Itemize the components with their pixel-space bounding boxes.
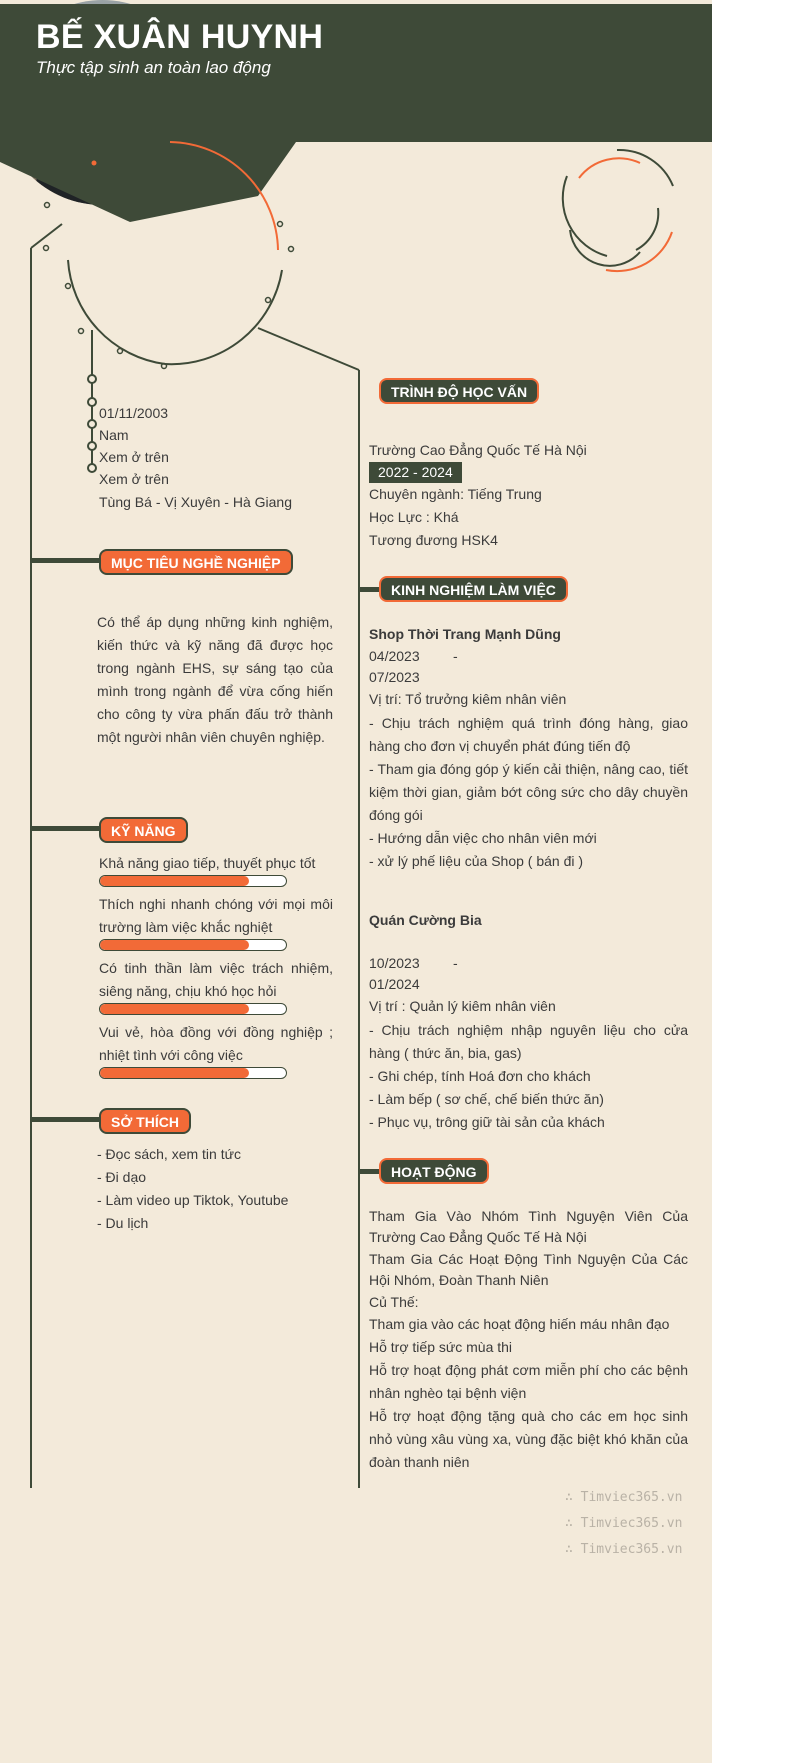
job-date-dash: - [453, 955, 458, 971]
skill-label: Có tinh thần làm việc trách nhiệm, siêng năng, chịu khó học hỏi [99, 960, 333, 999]
job-position: Vị trí: Tổ trưởng kiêm nhân viên [369, 691, 567, 707]
skill-label: Vui vẻ, hòa đồng với đồng nghiệp ; nhiệt tình với công việc [99, 1024, 333, 1063]
activity-line: Củ Thế: [369, 1294, 419, 1310]
education-grade: Học Lực : Khá [369, 509, 459, 525]
job-date-dash: - [453, 648, 458, 664]
job-start: 10/2023 [369, 955, 420, 971]
job-duty: - Ghi chép, tính Hoá đơn cho khách [369, 1068, 591, 1084]
skills-heading: KỸ NĂNG [99, 817, 188, 843]
watermark: ∴ Timviec365.vn [565, 1490, 683, 1505]
hobby-item: - Đi dạo [97, 1169, 147, 1185]
education-heading: TRÌNH ĐỘ HỌC VẤN [379, 378, 539, 404]
job-company: Quán Cường Bia [369, 912, 482, 928]
skill-bar [99, 1003, 287, 1015]
skill-fill [100, 940, 249, 950]
job-duty: - Phục vụ, trông giữ tài sản của khách [369, 1114, 605, 1130]
job-duty: - Tham gia đóng góp ý kiến cải thiện, nâng cao, tiết kiệm thời gian, giảm bớt công sức cho dây chuyền đóng gói [369, 761, 688, 823]
job-start: 04/2023 [369, 648, 420, 664]
activity-line: Tham Gia Các Hoạt Động Tình Nguyện Của Các Hội Nhóm, Đoàn Thanh Niên [369, 1251, 688, 1288]
skill-label: Thích nghi nhanh chóng với mọi môi trường làm việc khắc nghiệt [99, 896, 333, 935]
experience-heading: KINH NGHIỆM LÀM VIỆC [379, 576, 568, 602]
job-title: Thực tập sinh an toàn lao động [36, 58, 271, 77]
watermark: ∴ Timviec365.vn [565, 1542, 683, 1557]
skill-fill [100, 876, 249, 886]
job-duty: - Làm bếp ( sơ chế, chế biến thức ăn) [369, 1091, 604, 1107]
education-major: Chuyên ngành: Tiếng Trung [369, 486, 542, 502]
job-end: 01/2024 [369, 976, 420, 992]
activity-line: Tham Gia Vào Nhóm Tình Nguyện Viên Của Trường Cao Đẳng Quốc Tế Hà Nội [369, 1208, 688, 1245]
skill-fill [100, 1068, 249, 1078]
hobby-item: - Làm video up Tiktok, Youtube [97, 1192, 289, 1208]
objective-connector [31, 558, 99, 563]
hobby-item: - Đọc sách, xem tin tức [97, 1146, 241, 1162]
skill-label: Khả năng giao tiếp, thuyết phục tốt [99, 855, 316, 871]
candidate-name: BẾ XUÂN HUYNH [36, 18, 324, 56]
activity-line: Hỗ trợ hoạt động phát cơm miễn phí cho các bệnh nhân nghèo tại bệnh viện [369, 1362, 688, 1401]
job-duty: - Chịu trách nghiệm nhập nguyên liệu cho cửa hàng ( thức ăn, bia, gas) [369, 1022, 688, 1061]
job-duty: - xử lý phế liệu của Shop ( bán đi ) [369, 853, 584, 869]
hobby-item: - Du lịch [97, 1215, 149, 1231]
watermark: ∴ Timviec365.vn [565, 1516, 683, 1531]
activity-line: Hỗ trợ tiếp sức mùa thi [369, 1339, 513, 1355]
objective-text: Có thể áp dụng những kinh nghiệm, kiến thức và kỹ năng đã được học trong ngành EHS, sự sáng tạo của mình trong ngành để vừa cống hiến cho công ty vừa phấn đấu trở thành một người nhân viên chuyên nghiệp. [97, 614, 333, 745]
education-school: Trường Cao Đẳng Quốc Tế Hà Nội [369, 442, 587, 458]
address: Tùng Bá - Vị Xuyên - Hà Giang [99, 494, 292, 510]
skill-bar [99, 1067, 287, 1079]
skills-connector [31, 826, 99, 831]
education-extra: Tương đương HSK4 [369, 532, 498, 548]
phone: Xem ở trên [99, 449, 169, 465]
skill-fill [100, 1004, 249, 1014]
objective-heading: MỤC TIÊU NGHỀ NGHIỆP [99, 549, 293, 575]
email: Xem ở trên [99, 471, 169, 487]
education-years: 2022 - 2024 [369, 462, 462, 483]
job-position: Vị trí : Quản lý kiêm nhân viên [369, 998, 556, 1014]
activities-connector [359, 1169, 379, 1174]
job-company: Shop Thời Trang Mạnh Dũng [369, 626, 561, 642]
job-duty: - Chịu trách nghiệm quá trình đóng hàng, giao hàng cho đơn vị chuyển phát đúng tiến độ [369, 715, 688, 754]
activity-line: Hỗ trợ hoạt động tặng quà cho các em học sinh nhỏ vùng xâu vùng xa, vùng đặc biệt khó khăn của đoàn thanh niên [369, 1408, 688, 1470]
skill-bar [99, 939, 287, 951]
activity-line: Tham gia vào các hoạt động hiến máu nhân đạo [369, 1316, 670, 1332]
skill-bar [99, 875, 287, 887]
experience-connector [359, 587, 379, 592]
birthdate: 01/11/2003 [99, 405, 169, 421]
job-end: 07/2023 [369, 669, 420, 685]
gender: Nam [99, 427, 129, 443]
hobbies-connector [31, 1117, 99, 1122]
activities-heading: HOẠT ĐỘNG [379, 1158, 489, 1184]
hobbies-heading: SỞ THÍCH [99, 1108, 191, 1134]
job-duty: - Hướng dẫn việc cho nhân viên mới [369, 830, 597, 846]
